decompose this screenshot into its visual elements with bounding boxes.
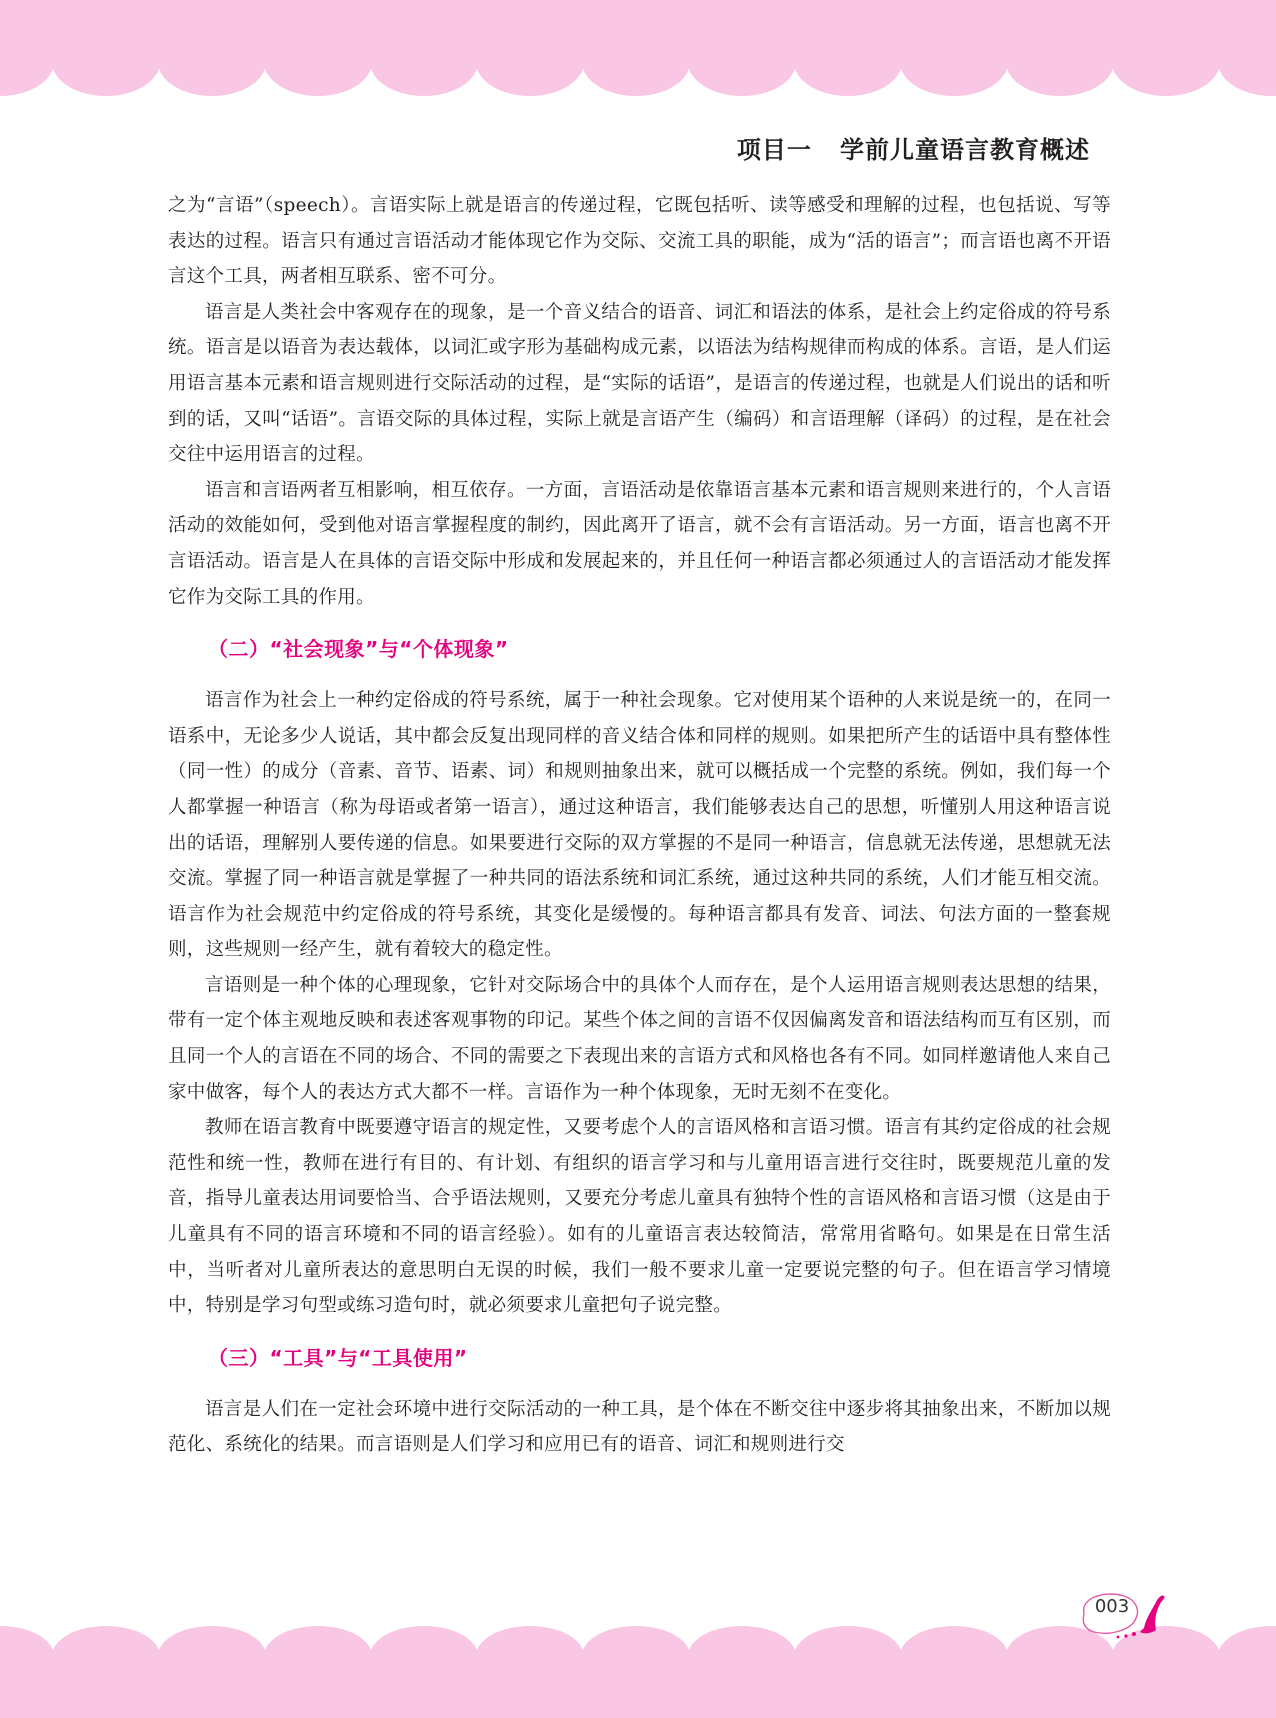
paragraph: 言语则是一种个体的心理现象，它针对交际场合中的具体个人而存在，是个人运用语言规则表达思想的结果，带有一定个体主观地反映和表述客观事物的印记。某些个体之间的言语不仅因偏离发音和语法结构而互有区别，而且同一个人的言语在不同的场合、不同的需要之下表现出来的言语方式和风格也各有不同。如同样邀请他人来自己家中做客，每个人的表达方式大都不一样。言语作为一种个体现象，无时无刻不在变化。 bbox=[168, 974, 1111, 1103]
swan-icon bbox=[1140, 1595, 1165, 1633]
paragraph: 语言作为社会上一种约定俗成的符号系统，属于一种社会现象。它对使用某个语种的人来说是统一的，在同一语系中，无论多少人说话，其中都会反复出现同样的音义结合体和同样的规则。如果把所产生的话语中具有整体性（同一性）的成分（音素、音节、语素、词）和规则抽象出来，就可以概括成一个完整的系统。例如，我们每一个人都掌握一种语言（称为母语或者第一语言），通过这种语言，我们能够表达自己的思想，听懂别人用这种语言说出的话语，理解别人要传递的信息。如果要进行交际的双方掌握的不是同一种语言，信息就无法传递，思想就无法交流。掌握了同一种语言就是掌握了一种共同的语法系统和词汇系统，通过这种共同的系统，人们才能互相交流。语言作为社会规范中约定俗成的符号系统，其变化是缓慢的。每种语言都具有发音、词法、句法方面的一整套规则，这些规则一经产生，就有着较大的稳定性。 bbox=[168, 690, 1111, 961]
paragraph: 之为“言语”（speech）。言语实际上就是语言的传递过程，它既包括听、读等感受和理解的过程，也包括说、写等表达的过程。语言只有通过言语活动才能体现它作为交际、交流工具的职能，成为“活的语言”；而言语也离不开语言这个工具，两者相互联系、密不可分。 bbox=[168, 195, 1111, 288]
paragraph: 教师在语言教育中既要遵守语言的规定性，又要考虑个人的言语风格和言语习惯。语言有其约定俗成的社会规范性和统一性，教师在进行有目的、有计划、有组织的语言学习和与儿童用语言进行交往时，既要规范儿童的发音，指导儿童表达用词要恰当、合乎语法规则，又要充分考虑儿童具有独特个性的言语风格和言语习惯（这是由于儿童具有不同的语言环境和不同的语言经验）。如有的儿童语言表达较简洁，常常用省略句。如果是在日常生活中，当听者对儿童所表达的意思明白无误的时候，我们一般不要求儿童一定要说完整的句子。但在语言学习情境中，特别是学习句型或练习造句时，就必须要求儿童把句子说完整。 bbox=[168, 1117, 1111, 1317]
paragraph: 语言和言语两者互相影响，相互依存。一方面，言语活动是依靠语言基本元素和语言规则来进行的，个人言语活动的效能如何，受到他对语言掌握程度的制约，因此离开了语言，就不会有言语活动。另一方面，语言也离不开言语活动。语言是人在具体的言语交际中形成和发展起来的，并且任何一种语言都必须通过人的言语活动才能发挥它作为交际工具的作用。 bbox=[168, 479, 1111, 608]
chapter-header: 项目一 学前儿童语言教育概述 bbox=[736, 136, 1090, 164]
page-body bbox=[168, 188, 1111, 1463]
paragraph: 语言是人们在一定社会环境中进行交际活动的一种工具，是个体在不断交往中逐步将其抽象出来，不断加以规范化、系统化的结果。而言语则是人们学习和应用已有的语音、词汇和规则进行交 bbox=[168, 1398, 1111, 1456]
section-heading: （三）“工具”与“工具使用” bbox=[208, 1345, 468, 1370]
section-heading: （二）“社会现象”与“个体现象” bbox=[208, 637, 509, 662]
page-number: 003 bbox=[1094, 1596, 1130, 1617]
top-scallop-band bbox=[0, 0, 1276, 100]
paragraph: 语言是人类社会中客观存在的现象，是一个音义结合的语音、词汇和语法的体系，是社会上约定俗成的符号系统。语言是以语音为表达载体，以词汇或字形为基础构成元素，以语法为结构规律而构成的体系。言语，是人们运用语言基本元素和语言规则进行交际活动的过程，是“实际的话语”，是语言的传递过程，也就是人们说出的话和听到的话，又叫“话语”。言语交际的具体过程，实际上就是言语产生（编码）和言语理解（译码）的过程，是在社会交往中运用语言的过程。 bbox=[168, 301, 1111, 466]
